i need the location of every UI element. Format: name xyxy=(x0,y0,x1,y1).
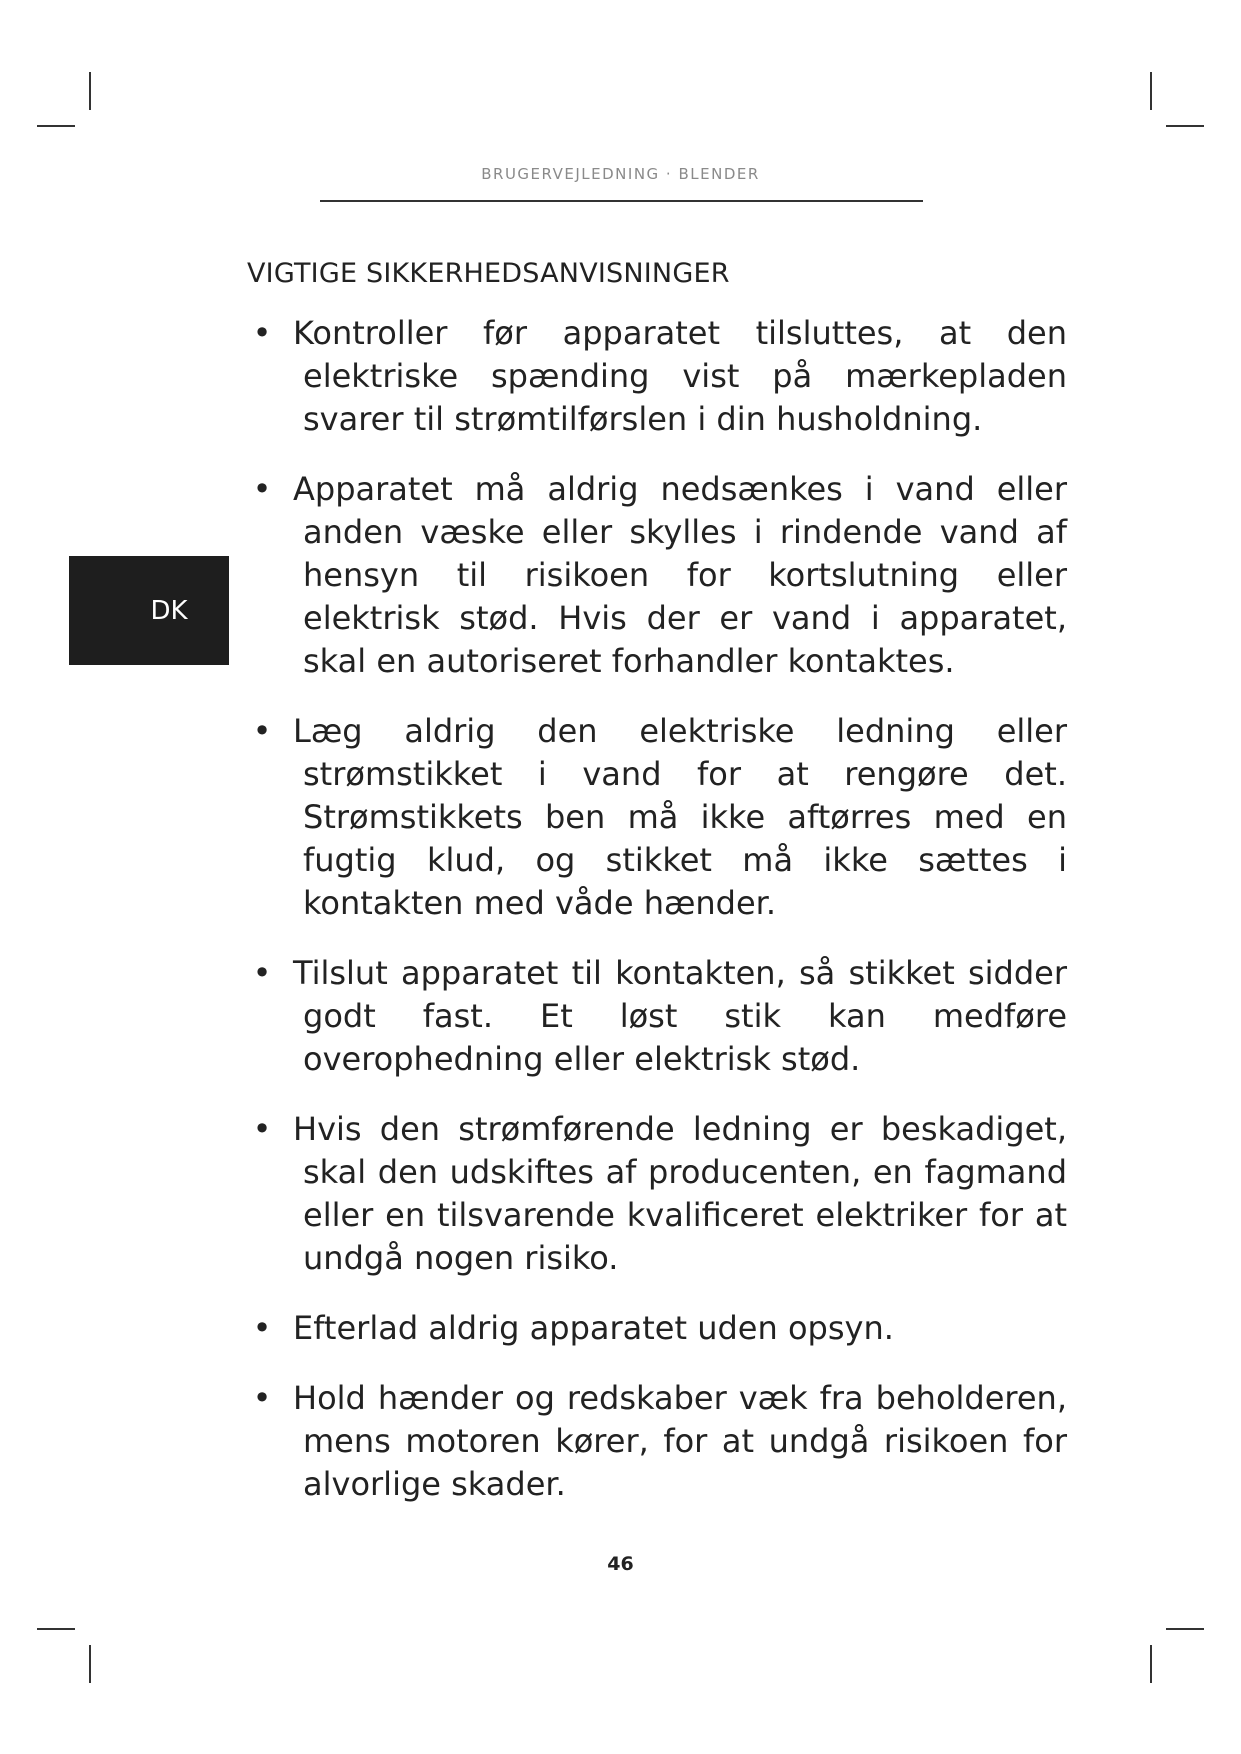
crop-mark-top-right-vertical xyxy=(1150,72,1152,110)
crop-mark-bottom-right-vertical xyxy=(1150,1645,1152,1683)
list-item-text: Hold hænder og redskaber væk fra beholderen, mens motoren kører, for at undgå risikoen for alvorlige skader. xyxy=(293,1379,1067,1503)
list-item xyxy=(247,952,1067,1081)
running-header: BRUGERVEJLEDNING · BLENDER xyxy=(481,165,760,183)
list-item-text: Tilslut apparatet til kontakten, så stikket sidder godt fast. Et løst stik kan medføre overophedning eller elektrisk stød. xyxy=(293,954,1067,1078)
language-tab-label: DK xyxy=(150,595,188,626)
page-number: 46 xyxy=(607,1553,634,1575)
list-item xyxy=(247,1377,1067,1506)
bullet-glyph: • xyxy=(252,314,272,352)
list-item-text: Læg aldrig den elektriske ledning eller strømstikket i vand for at rengøre det. Strømstikkets ben må ikke aftørres med en fugtig klud, og stikket må ikke sættes i kontakten med våde hænder. xyxy=(293,712,1067,922)
crop-mark-bottom-left-horizontal xyxy=(37,1628,75,1630)
header-rule xyxy=(320,200,923,202)
bullet-glyph: • xyxy=(252,1379,272,1417)
list-item xyxy=(247,468,1067,683)
list-item-text: Kontroller før apparatet tilsluttes, at den elektriske spænding vist på mærkepladen svarer til strømtilførslen i din husholdning. xyxy=(293,314,1067,438)
list-item-text: Hvis den strømførende ledning er beskadiget, skal den udskiftes af producenten, en fagmand eller en tilsvarende kvalificeret elektriker for at undgå nogen risiko. xyxy=(293,1110,1067,1277)
bullet-glyph: • xyxy=(252,1110,272,1148)
section-title: VIGTIGE SIKKERHEDSANVISNINGER xyxy=(247,258,730,289)
safety-instructions-list xyxy=(247,312,1067,1533)
list-item xyxy=(247,710,1067,925)
crop-mark-top-right-horizontal xyxy=(1166,125,1204,127)
bullet-glyph: • xyxy=(252,1309,272,1347)
crop-mark-top-left-vertical xyxy=(89,72,91,110)
language-tab xyxy=(69,556,229,665)
crop-mark-top-left-horizontal xyxy=(37,125,75,127)
list-item-text: Efterlad aldrig apparatet uden opsyn. xyxy=(293,1309,894,1347)
bullet-glyph: • xyxy=(252,470,272,508)
crop-mark-bottom-right-horizontal xyxy=(1166,1628,1204,1630)
list-item xyxy=(247,1307,1067,1350)
list-item xyxy=(247,312,1067,441)
crop-mark-bottom-left-vertical xyxy=(89,1645,91,1683)
bullet-glyph: • xyxy=(252,712,272,750)
list-item-text: Apparatet må aldrig nedsænkes i vand eller anden væske eller skylles i rindende vand af hensyn til risikoen for kortslutning eller elektrisk stød. Hvis der er vand i apparatet, skal en autoriseret forhandler kontaktes. xyxy=(293,470,1067,680)
bullet-glyph: • xyxy=(252,954,272,992)
list-item xyxy=(247,1108,1067,1280)
